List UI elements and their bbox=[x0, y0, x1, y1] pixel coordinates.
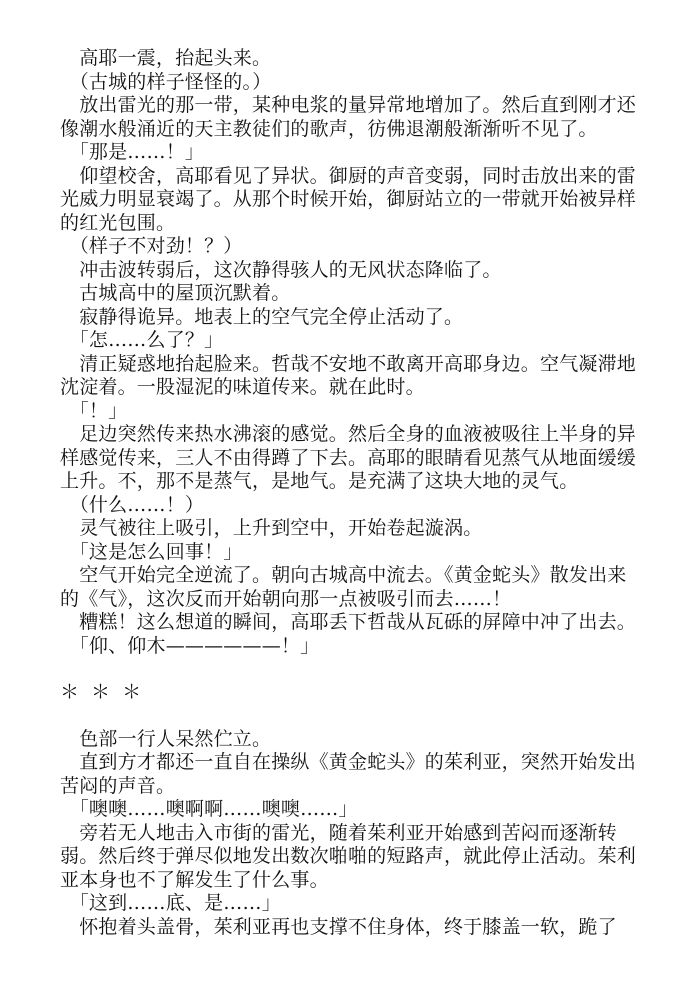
paragraph: 「噢噢……噢啊啊……噢噢……」 bbox=[60, 798, 358, 820]
paragraph: （古城的样子怪怪的。） bbox=[60, 70, 272, 93]
paragraph: 放出雷光的那一带，某种电浆的量异常地增加了。然后直到刚才还像潮水般涌近的天主教徒们的歌声，彷佛退潮般渐渐听不见了。 bbox=[60, 94, 637, 140]
paragraph: 糟糕！这么想道的瞬间，高耶丢下哲哉从瓦砾的屏障中冲了出去。 bbox=[60, 611, 637, 633]
paragraph: 「仰、仰木——————！」 bbox=[60, 634, 320, 657]
scene-break: ＊ ＊ ＊ bbox=[60, 681, 145, 703]
paragraph: 「这是怎么回事！」 bbox=[60, 540, 243, 563]
paragraph: 怀抱着头盖骨，茱利亚再也支撑不住身体，终于膝盖一软，跪了 bbox=[60, 915, 617, 938]
paragraph: 「那是……！」 bbox=[60, 141, 205, 163]
text-section-after-break bbox=[60, 728, 640, 940]
paragraph: 古城高中的屋顶沉默着。 bbox=[60, 282, 291, 304]
paragraph: 清正疑惑地抬起脸来。哲哉不安地不敢离开高耶身边。空气凝滞地沈淀着。一股湿泥的味道传来。就在此时。 bbox=[60, 352, 637, 398]
paragraph: （样子不对劲！？） bbox=[60, 235, 243, 257]
paragraph: 寂静得诡异。地表上的空气完全停止活动了。 bbox=[60, 305, 464, 328]
paragraph: 直到方才都还一直自在操纵《黄金蛇头》的茱利亚，突然开始发出苦闷的声音。 bbox=[60, 751, 637, 797]
paragraph: 空气开始完全逆流了。朝向古城高中流去。《黄金蛇头》散发出来的《气》，这次反而开始朝向那一点被吸引而去……！ bbox=[60, 564, 627, 610]
paragraph: 「这到……底、是……」 bbox=[60, 892, 281, 914]
novel-page bbox=[60, 47, 640, 939]
paragraph: 仰望校舍，高耶看见了异状。御厨的声音变弱，同时击放出来的雷光威力明显衰竭了。从那个时候开始，御厨站立的一带就开始被异样的红光包围。 bbox=[60, 164, 637, 234]
text-section-before-break bbox=[60, 47, 640, 658]
paragraph: 「怎……么了？」 bbox=[60, 329, 224, 351]
paragraph: 「！」 bbox=[60, 399, 128, 422]
paragraph: 足边突然传来热水沸滚的感觉。然后全身的血液被吸往上半身的异样感觉传来，三人不由得蹲了下去。高耶的眼睛看见蒸气从地面缓缓上升。不，那不是蒸气，是地气。是充满了这块大地的灵气。 bbox=[60, 423, 637, 492]
paragraph: 冲击波转弱后，这次静得骇人的无风状态降临了。 bbox=[60, 258, 502, 281]
paragraph: 高耶一震，抬起头来。 bbox=[60, 47, 272, 69]
paragraph: 旁若无人地击入市街的雷光，随着茱利亚开始感到苦闷而逐渐转弱。然后终于弹尽似地发出数次啪啪的短路声，就此停止活动。茱利亚本身也不了解发生了什么事。 bbox=[60, 821, 637, 891]
paragraph: 灵气被往上吸引，上升到空中，开始卷起漩涡。 bbox=[60, 517, 483, 539]
paragraph: （什么……！） bbox=[60, 493, 205, 516]
paragraph: 色部一行人呆然伫立。 bbox=[60, 727, 272, 750]
